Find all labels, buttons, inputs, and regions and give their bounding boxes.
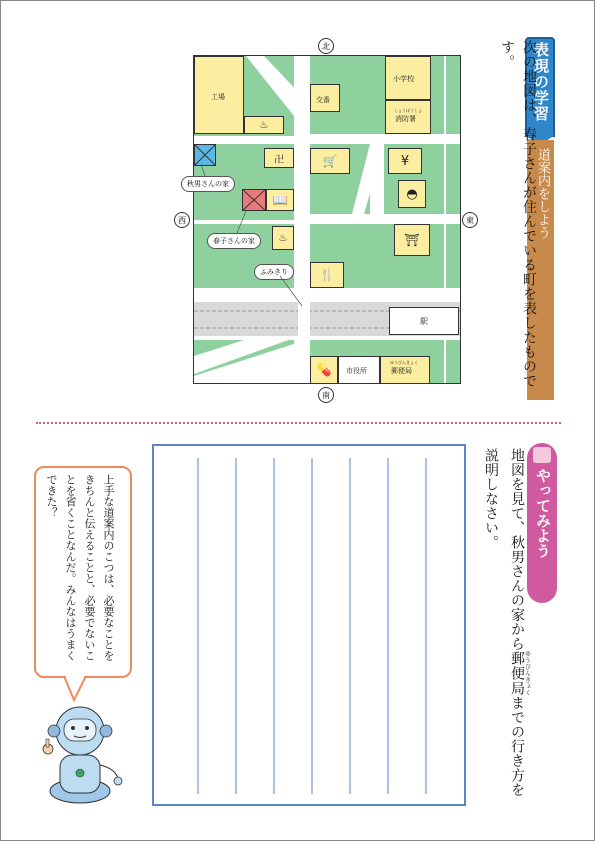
factory-label: 工場 xyxy=(211,93,225,101)
fire-station-ruby: しょうぼうしょ xyxy=(394,108,422,113)
station-label: 駅 xyxy=(420,317,428,326)
subtitle-text: 道案内をしよう xyxy=(535,148,550,239)
speech-text: 上手な道案内のこつは、必要なことをきちんと伝えることと、必要でないことを省くことなんだ。みんなはうまくできた？ xyxy=(45,474,115,661)
section2-text-part1: 地図を見て、秋男さんの家から xyxy=(509,448,525,651)
west-marker: 西 xyxy=(174,212,190,228)
shrine-icon: ⛩ xyxy=(404,233,420,247)
bath-icon: ♨ xyxy=(259,119,269,131)
section1-text: 次の地図は、春子さんが住んでいる町を表したものです。 xyxy=(499,40,537,388)
police-label: 交番 xyxy=(316,96,330,104)
try-badge-pencil xyxy=(533,447,551,463)
book-icon: 📖 xyxy=(272,193,288,207)
robot-character xyxy=(38,705,128,805)
yen-icon: ¥ xyxy=(400,153,410,169)
speech-bubble-tail xyxy=(60,676,90,702)
cart-icon: 🛒 xyxy=(322,154,338,168)
east-marker: 東 xyxy=(462,212,478,228)
lesson-badge-label: 表現の学習 xyxy=(532,42,550,122)
section2-text-part2: までの行き方を説明しなさい。 xyxy=(483,448,525,798)
south-marker: 南 xyxy=(318,387,334,403)
post-office-ruby: ゆうびんきょく xyxy=(390,360,418,365)
section-divider xyxy=(36,422,561,424)
fire-station-label: 消防署 xyxy=(395,115,416,123)
akio-house-callout: 秋男さんの家 xyxy=(181,176,235,192)
chef-icon: ◓ xyxy=(406,186,418,202)
haruko-house-callout: 春子さんの家 xyxy=(207,233,261,249)
pill-icon: 💊 xyxy=(316,363,332,377)
school-label: 小学校 xyxy=(393,75,414,83)
temple-icon: 卍 xyxy=(274,154,284,166)
city-hall-label: 市役所 xyxy=(346,367,367,375)
north-marker: 北 xyxy=(318,38,334,54)
post-office-label: 郵便局 xyxy=(391,367,412,375)
section2-text xyxy=(478,448,530,803)
section2-post-office: 郵便局ゆうびんきょく xyxy=(509,650,531,697)
fork-knife-icon: 🍴 xyxy=(319,268,335,282)
noodle-icon: ♨ xyxy=(278,232,288,244)
try-badge-label: やってみよう xyxy=(534,468,552,558)
answer-lines xyxy=(152,444,466,806)
crossing-callout: ふみきり xyxy=(254,264,294,280)
